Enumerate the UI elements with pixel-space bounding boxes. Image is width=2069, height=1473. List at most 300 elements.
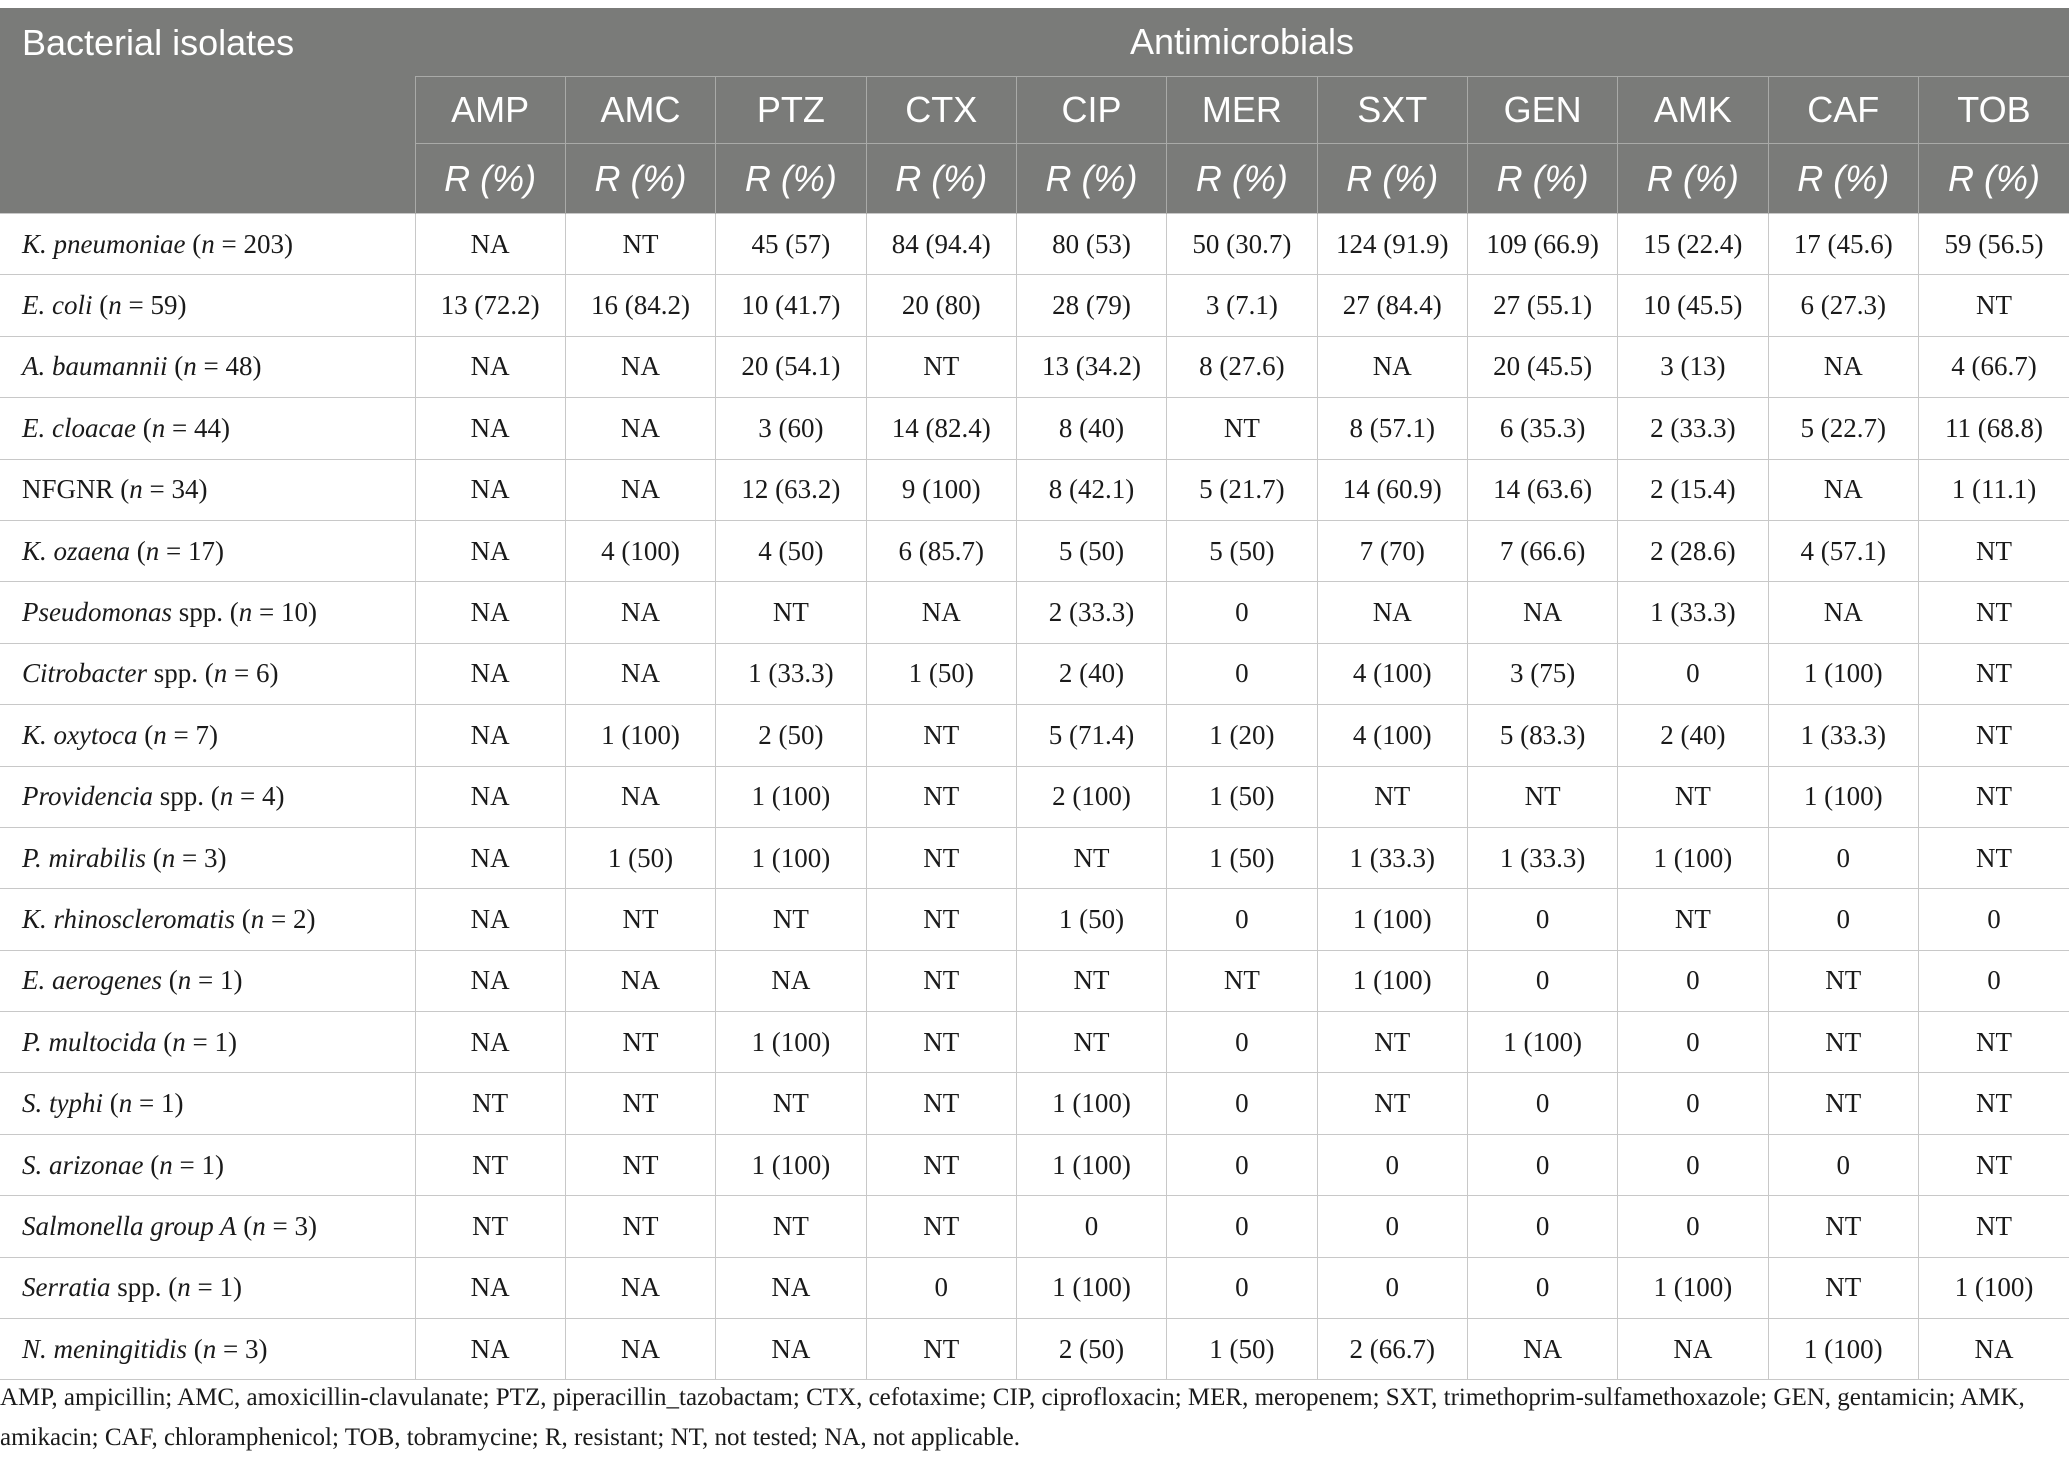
table-row [0, 889, 2069, 950]
value-cell-cip: 5 (50) [1016, 520, 1166, 581]
value-cell-caf: 5 (22.7) [1768, 398, 1918, 459]
sample-count: 6 [256, 658, 270, 689]
value-cell-sxt: 124 (91.9) [1317, 214, 1467, 275]
value-cell-cip: 2 (100) [1016, 766, 1166, 827]
value-cell-amk: 0 [1618, 1134, 1768, 1195]
sample-count: 3 [294, 1210, 308, 1241]
sample-count: 1 [160, 1088, 175, 1119]
value-cell-tob: NT [1918, 582, 2069, 643]
value-cell-gen: 0 [1467, 1134, 1617, 1195]
value-cell-caf: NT [1768, 1257, 1918, 1318]
value-cell-ptz: 12 (63.2) [716, 459, 866, 520]
value-cell-amc: NA [565, 459, 715, 520]
isolate-name-cell: Citrobacter spp. (n = 6) [0, 643, 415, 704]
species-name: Citrobacter [22, 658, 147, 689]
value-cell-amp: NA [415, 520, 565, 581]
value-cell-ptz: 20 (54.1) [716, 336, 866, 397]
sample-count: 1 [214, 1026, 228, 1057]
resistance-table [0, 8, 2069, 1380]
value-cell-amp: NA [415, 827, 565, 888]
value-cell-ctx: 6 (85.7) [866, 520, 1016, 581]
value-cell-caf: 17 (45.6) [1768, 214, 1918, 275]
value-cell-mer: NT [1167, 398, 1317, 459]
value-cell-sxt: 0 [1317, 1257, 1467, 1318]
value-cell-mer: 0 [1167, 582, 1317, 643]
species-suffix: spp. [172, 597, 224, 628]
value-cell-amp: NA [415, 459, 565, 520]
sample-count: 203 [243, 228, 284, 259]
value-cell-caf: 4 (57.1) [1768, 520, 1918, 581]
value-cell-sxt: 0 [1317, 1196, 1467, 1257]
value-cell-gen: 0 [1467, 889, 1617, 950]
unit-header: R (%) [1467, 144, 1617, 214]
value-cell-ctx: NT [866, 705, 1016, 766]
isolate-name-cell: Providencia spp. (n = 4) [0, 766, 415, 827]
isolate-name-cell: K. rhinoscleromatis (n = 2) [0, 889, 415, 950]
species-name: S. arizonae [22, 1149, 144, 1180]
species-name: Serratia [22, 1272, 111, 1303]
species-name: P. multocida [22, 1026, 157, 1057]
value-cell-cip: 13 (34.2) [1016, 336, 1166, 397]
table-row [0, 214, 2069, 275]
value-cell-ctx: NT [866, 1319, 1016, 1380]
value-cell-amp: NA [415, 1257, 565, 1318]
species-suffix: spp. [152, 781, 204, 812]
value-cell-caf: 1 (33.3) [1768, 705, 1918, 766]
value-cell-mer: 1 (50) [1167, 827, 1317, 888]
value-cell-cip: NT [1016, 1012, 1166, 1073]
species-suffix: spp. [110, 1272, 162, 1303]
value-cell-mer: 8 (27.6) [1167, 336, 1317, 397]
sample-count: 17 [187, 535, 215, 566]
value-cell-caf: NT [1768, 1196, 1918, 1257]
value-cell-amk: 2 (33.3) [1618, 398, 1768, 459]
drug-header-mer: MER [1167, 77, 1317, 144]
value-cell-amc: NT [565, 1134, 715, 1195]
value-cell-sxt: 1 (100) [1317, 889, 1467, 950]
value-cell-tob: 1 (11.1) [1918, 459, 2069, 520]
value-cell-amc: 4 (100) [565, 520, 715, 581]
species-name: E. coli [22, 290, 93, 321]
value-cell-gen: 7 (66.6) [1467, 520, 1617, 581]
value-cell-amc: NA [565, 766, 715, 827]
value-cell-mer: 1 (20) [1167, 705, 1317, 766]
unit-header: R (%) [866, 144, 1016, 214]
value-cell-sxt: 14 (60.9) [1317, 459, 1467, 520]
value-cell-tob: NT [1918, 705, 2069, 766]
value-cell-amk: 0 [1618, 643, 1768, 704]
value-cell-amk: 2 (40) [1618, 705, 1768, 766]
value-cell-gen: 20 (45.5) [1467, 336, 1617, 397]
value-cell-gen: 6 (35.3) [1467, 398, 1617, 459]
value-cell-caf: 0 [1768, 889, 1918, 950]
value-cell-cip: 1 (50) [1016, 889, 1166, 950]
isolate-name-cell: P. multocida (n = 1) [0, 1012, 415, 1073]
value-cell-gen: 14 (63.6) [1467, 459, 1617, 520]
table-row [0, 950, 2069, 1011]
value-cell-tob: 4 (66.7) [1918, 336, 2069, 397]
table-row [0, 643, 2069, 704]
value-cell-mer: 5 (21.7) [1167, 459, 1317, 520]
value-cell-tob: NA [1918, 1319, 2069, 1380]
drug-header-amp: AMP [415, 77, 565, 144]
value-cell-cip: 8 (42.1) [1016, 459, 1166, 520]
value-cell-sxt: 1 (100) [1317, 950, 1467, 1011]
value-cell-caf: NT [1768, 1073, 1918, 1134]
value-cell-tob: 1 (100) [1918, 1257, 2069, 1318]
drug-header-tob: TOB [1918, 77, 2069, 144]
value-cell-amp: NA [415, 214, 565, 275]
value-cell-amp: NT [415, 1073, 565, 1134]
sample-count: 4 [261, 781, 276, 812]
value-cell-ctx: NT [866, 950, 1016, 1011]
value-cell-gen: 109 (66.9) [1467, 214, 1617, 275]
value-cell-ctx: 0 [866, 1257, 1016, 1318]
isolate-name-cell: Serratia spp. (n = 1) [0, 1257, 415, 1318]
value-cell-amp: NA [415, 1319, 565, 1380]
value-cell-amc: NT [565, 214, 715, 275]
drug-header-caf: CAF [1768, 77, 1918, 144]
value-cell-cip: 5 (71.4) [1016, 705, 1166, 766]
value-cell-cip: 28 (79) [1016, 275, 1166, 336]
value-cell-ptz: NT [716, 1073, 866, 1134]
value-cell-amk: 1 (100) [1618, 827, 1768, 888]
value-cell-cip: 1 (100) [1016, 1134, 1166, 1195]
isolate-name-cell: NFGNR (n = 34) [0, 459, 415, 520]
value-cell-caf: 1 (100) [1768, 1319, 1918, 1380]
value-cell-amk: NT [1618, 889, 1768, 950]
value-cell-tob: 11 (68.8) [1918, 398, 2069, 459]
value-cell-cip: 2 (40) [1016, 643, 1166, 704]
value-cell-mer: 0 [1167, 1196, 1317, 1257]
value-cell-tob: NT [1918, 766, 2069, 827]
value-cell-gen: 0 [1467, 950, 1617, 1011]
species-name: Salmonella group A [22, 1210, 237, 1241]
table-row [0, 1196, 2069, 1257]
value-cell-gen: 0 [1467, 1257, 1617, 1318]
value-cell-sxt: 0 [1317, 1134, 1467, 1195]
table-row [0, 1257, 2069, 1318]
drug-header-ctx: CTX [866, 77, 1016, 144]
sample-count: 2 [293, 903, 307, 934]
value-cell-cip: 0 [1016, 1196, 1166, 1257]
value-cell-amp: NT [415, 1196, 565, 1257]
value-cell-caf: 6 (27.3) [1768, 275, 1918, 336]
value-cell-gen: 1 (33.3) [1467, 827, 1617, 888]
sample-count: 44 [193, 412, 221, 443]
species-suffix: spp. [147, 658, 199, 689]
table-row [0, 520, 2069, 581]
species-name: Providencia [22, 781, 153, 812]
value-cell-mer: 50 (30.7) [1167, 214, 1317, 275]
value-cell-amk: 0 [1618, 950, 1768, 1011]
value-cell-tob: 0 [1918, 889, 2069, 950]
isolate-name-cell: K. ozaena (n = 17) [0, 520, 415, 581]
value-cell-ctx: NT [866, 889, 1016, 950]
value-cell-gen: 1 (100) [1467, 1012, 1617, 1073]
value-cell-amc: NA [565, 582, 715, 643]
unit-header: R (%) [716, 144, 866, 214]
value-cell-caf: 0 [1768, 827, 1918, 888]
drug-header-sxt: SXT [1317, 77, 1467, 144]
species-name: K. oxytoca [22, 719, 138, 750]
value-cell-gen: NT [1467, 766, 1617, 827]
sample-count: 10 [281, 597, 308, 628]
value-cell-amc: NA [565, 950, 715, 1011]
value-cell-amc: NA [565, 1257, 715, 1318]
value-cell-sxt: NA [1317, 336, 1467, 397]
isolate-name-cell: E. cloacae (n = 44) [0, 398, 415, 459]
isolate-name-cell: Pseudomonas spp. (n = 10) [0, 582, 415, 643]
value-cell-ptz: 2 (50) [716, 705, 866, 766]
value-cell-caf: NA [1768, 336, 1918, 397]
sample-count: 1 [219, 965, 234, 996]
value-cell-sxt: 7 (70) [1317, 520, 1467, 581]
value-cell-amk: 1 (33.3) [1618, 582, 1768, 643]
table-row [0, 1012, 2069, 1073]
value-cell-amp: 13 (72.2) [415, 275, 565, 336]
unit-header: R (%) [1618, 144, 1768, 214]
value-cell-ptz: NT [716, 889, 866, 950]
value-cell-ctx: NT [866, 1012, 1016, 1073]
value-cell-ptz: 3 (60) [716, 398, 866, 459]
drug-header-amk: AMK [1618, 77, 1768, 144]
value-cell-tob: NT [1918, 520, 2069, 581]
value-cell-tob: 0 [1918, 950, 2069, 1011]
value-cell-amp: NA [415, 1012, 565, 1073]
value-cell-amc: 16 (84.2) [565, 275, 715, 336]
value-cell-cip: NT [1016, 950, 1166, 1011]
value-cell-ptz: 1 (100) [716, 1012, 866, 1073]
value-cell-ptz: 45 (57) [716, 214, 866, 275]
species-name: K. ozaena [22, 535, 130, 566]
value-cell-ptz: 1 (33.3) [716, 643, 866, 704]
table-header [0, 8, 2069, 214]
value-cell-mer: 3 (7.1) [1167, 275, 1317, 336]
table-row [0, 1073, 2069, 1134]
table-footnote: AMP, ampicillin; AMC, amoxicillin-clavulanate; PTZ, piperacillin_tazobactam; CTX, cefotaxime; CIP, ciprofloxacin; MER, meropenem; SXT, trimethoprim-sulfamethoxazole; GEN, gentamicin; AMK, amikacin; CAF, chloramphenicol; TOB, tobramycine; R, resistant; NT, not tested; NA, not applicable. [0, 1384, 2025, 1451]
species-name: E. aerogenes [22, 965, 162, 996]
isolate-name-cell: P. mirabilis (n = 3) [0, 827, 415, 888]
value-cell-ctx: NA [866, 582, 1016, 643]
value-cell-tob: NT [1918, 643, 2069, 704]
value-cell-amc: NA [565, 336, 715, 397]
value-cell-amc: NA [565, 643, 715, 704]
species-name: K. pneumoniae [22, 228, 186, 259]
value-cell-ptz: NA [716, 1257, 866, 1318]
value-cell-mer: 0 [1167, 1073, 1317, 1134]
value-cell-amk: 3 (13) [1618, 336, 1768, 397]
value-cell-amp: NA [415, 643, 565, 704]
value-cell-cip: 1 (100) [1016, 1073, 1166, 1134]
value-cell-amp: NA [415, 582, 565, 643]
value-cell-mer: 1 (50) [1167, 1319, 1317, 1380]
species-name: S. typhi [22, 1088, 103, 1119]
value-cell-caf: NT [1768, 950, 1918, 1011]
value-cell-mer: 5 (50) [1167, 520, 1317, 581]
value-cell-amc: 1 (100) [565, 705, 715, 766]
value-cell-ptz: NA [716, 1319, 866, 1380]
value-cell-mer: NT [1167, 950, 1317, 1011]
value-cell-amc: 1 (50) [565, 827, 715, 888]
isolate-name-cell: S. arizonae (n = 1) [0, 1134, 415, 1195]
isolate-name-cell: Salmonella group A (n = 3) [0, 1196, 415, 1257]
value-cell-ctx: NT [866, 827, 1016, 888]
value-cell-sxt: NA [1317, 582, 1467, 643]
unit-header: R (%) [565, 144, 715, 214]
sample-count: 59 [150, 290, 178, 321]
table-row [0, 1134, 2069, 1195]
value-cell-cip: 1 (100) [1016, 1257, 1166, 1318]
value-cell-ctx: NT [866, 1073, 1016, 1134]
table-row [0, 705, 2069, 766]
value-cell-amc: NT [565, 1012, 715, 1073]
value-cell-ptz: 4 (50) [716, 520, 866, 581]
table-row [0, 766, 2069, 827]
species-name: P. mirabilis [22, 842, 147, 873]
value-cell-tob: NT [1918, 1134, 2069, 1195]
value-cell-ctx: 14 (82.4) [866, 398, 1016, 459]
value-cell-sxt: NT [1317, 1012, 1467, 1073]
value-cell-amk: 0 [1618, 1196, 1768, 1257]
value-cell-amp: NA [415, 766, 565, 827]
isolates-header: Bacterial isolates [0, 8, 415, 214]
unit-header: R (%) [1918, 144, 2069, 214]
sample-count: 1 [201, 1149, 215, 1180]
value-cell-ptz: NT [716, 582, 866, 643]
value-cell-amk: NT [1618, 766, 1768, 827]
value-cell-ctx: NT [866, 1134, 1016, 1195]
value-cell-tob: NT [1918, 1073, 2069, 1134]
value-cell-amk: 2 (15.4) [1618, 459, 1768, 520]
value-cell-caf: NA [1768, 459, 1918, 520]
value-cell-ctx: NT [866, 1196, 1016, 1257]
value-cell-amk: 2 (28.6) [1618, 520, 1768, 581]
drug-header-amc: AMC [565, 77, 715, 144]
value-cell-mer: 0 [1167, 1134, 1317, 1195]
value-cell-cip: NT [1016, 827, 1166, 888]
value-cell-sxt: 1 (33.3) [1317, 827, 1467, 888]
isolate-name-cell: S. typhi (n = 1) [0, 1073, 415, 1134]
value-cell-sxt: 8 (57.1) [1317, 398, 1467, 459]
species-name: NFGNR [22, 474, 114, 505]
value-cell-mer: 0 [1167, 643, 1317, 704]
value-cell-cip: 2 (33.3) [1016, 582, 1166, 643]
value-cell-tob: NT [1918, 1196, 2069, 1257]
value-cell-ctx: NT [866, 336, 1016, 397]
species-name: K. rhinoscleromatis [22, 903, 236, 934]
value-cell-sxt: 27 (84.4) [1317, 275, 1467, 336]
table-body [0, 214, 2069, 1380]
drug-header-gen: GEN [1467, 77, 1617, 144]
value-cell-amp: NA [415, 398, 565, 459]
table-row [0, 398, 2069, 459]
table-row [0, 275, 2069, 336]
isolate-name-cell: N. meningitidis (n = 3) [0, 1319, 415, 1380]
value-cell-ptz: 1 (100) [716, 827, 866, 888]
value-cell-sxt: 2 (66.7) [1317, 1319, 1467, 1380]
value-cell-sxt: 4 (100) [1317, 705, 1467, 766]
value-cell-caf: 0 [1768, 1134, 1918, 1195]
value-cell-ctx: 9 (100) [866, 459, 1016, 520]
species-name: E. cloacae [22, 412, 136, 443]
value-cell-caf: 1 (100) [1768, 766, 1918, 827]
value-cell-tob: NT [1918, 1012, 2069, 1073]
species-name: N. meningitidis [22, 1333, 188, 1364]
isolate-name-cell: E. coli (n = 59) [0, 275, 415, 336]
table-row [0, 336, 2069, 397]
value-cell-caf: NA [1768, 582, 1918, 643]
value-cell-amk: 0 [1618, 1073, 1768, 1134]
value-cell-mer: 1 (50) [1167, 766, 1317, 827]
value-cell-amp: NA [415, 950, 565, 1011]
drug-header-ptz: PTZ [716, 77, 866, 144]
value-cell-ctx: 1 (50) [866, 643, 1016, 704]
value-cell-amp: NA [415, 889, 565, 950]
unit-header: R (%) [1016, 144, 1166, 214]
value-cell-sxt: NT [1317, 766, 1467, 827]
value-cell-gen: 27 (55.1) [1467, 275, 1617, 336]
value-cell-amk: 1 (100) [1618, 1257, 1768, 1318]
value-cell-amk: 0 [1618, 1012, 1768, 1073]
value-cell-gen: 0 [1467, 1073, 1617, 1134]
value-cell-mer: 0 [1167, 889, 1317, 950]
value-cell-amk: 15 (22.4) [1618, 214, 1768, 275]
value-cell-gen: NA [1467, 582, 1617, 643]
value-cell-ctx: 20 (80) [866, 275, 1016, 336]
value-cell-mer: 0 [1167, 1012, 1317, 1073]
value-cell-ptz: NT [716, 1196, 866, 1257]
sample-count: 34 [171, 474, 199, 505]
resistance-table-container [0, 8, 2069, 1380]
species-name: Pseudomonas [22, 597, 172, 628]
sample-count: 3 [245, 1333, 259, 1364]
sample-count: 7 [195, 719, 209, 750]
unit-header: R (%) [415, 144, 565, 214]
value-cell-amp: NA [415, 705, 565, 766]
value-cell-ptz: 10 (41.7) [716, 275, 866, 336]
table-row [0, 827, 2069, 888]
value-cell-mer: 0 [1167, 1257, 1317, 1318]
sample-count: 48 [225, 351, 253, 382]
value-cell-tob: 59 (56.5) [1918, 214, 2069, 275]
species-name: A. baumannii [22, 351, 168, 382]
value-cell-amc: NA [565, 398, 715, 459]
value-cell-ptz: 1 (100) [716, 766, 866, 827]
isolate-name-cell: K. oxytoca (n = 7) [0, 705, 415, 766]
table-row [0, 459, 2069, 520]
value-cell-gen: 0 [1467, 1196, 1617, 1257]
antimicrobials-header: Antimicrobials [415, 8, 2069, 77]
value-cell-cip: 80 (53) [1016, 214, 1166, 275]
unit-header: R (%) [1768, 144, 1918, 214]
value-cell-gen: NA [1467, 1319, 1617, 1380]
value-cell-gen: 5 (83.3) [1467, 705, 1617, 766]
value-cell-tob: NT [1918, 275, 2069, 336]
unit-header: R (%) [1317, 144, 1467, 214]
value-cell-amc: NT [565, 1196, 715, 1257]
drug-header-cip: CIP [1016, 77, 1166, 144]
value-cell-cip: 2 (50) [1016, 1319, 1166, 1380]
value-cell-caf: 1 (100) [1768, 643, 1918, 704]
isolate-name-cell: K. pneumoniae (n = 203) [0, 214, 415, 275]
table-row [0, 1319, 2069, 1380]
isolate-name-cell: E. aerogenes (n = 1) [0, 950, 415, 1011]
value-cell-ptz: 1 (100) [716, 1134, 866, 1195]
value-cell-sxt: NT [1317, 1073, 1467, 1134]
value-cell-cip: 8 (40) [1016, 398, 1166, 459]
value-cell-ctx: NT [866, 766, 1016, 827]
